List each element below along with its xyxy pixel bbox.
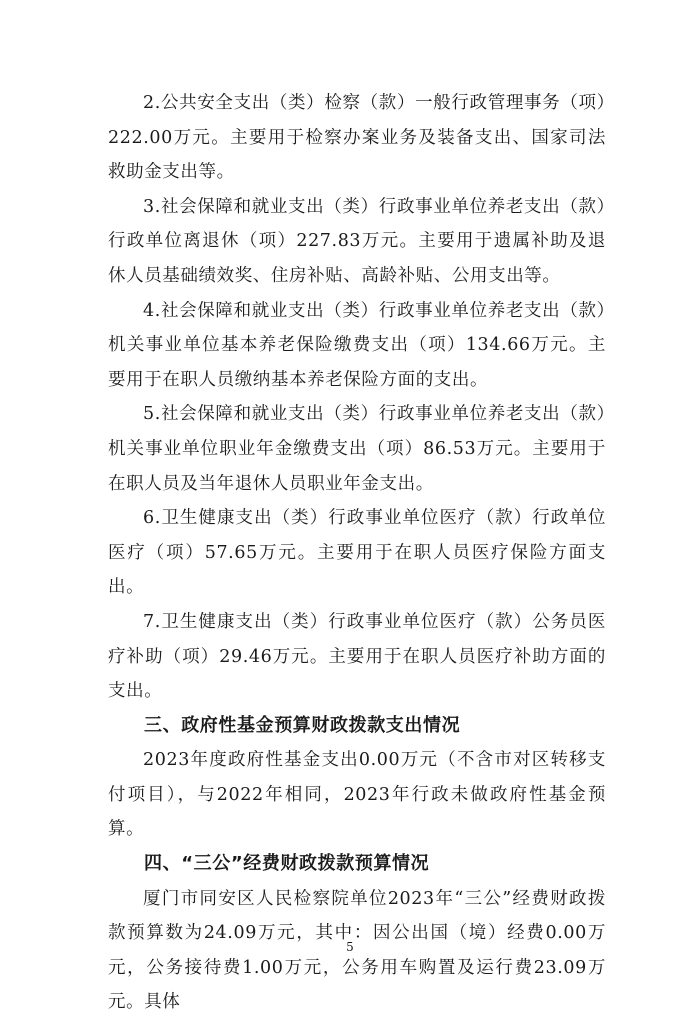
paragraph-item-3: 3.社会保障和就业支出（类）行政事业单位养老支出（款）行政单位离退休（项）227.83万元。主要用于遗属补助及退休人员基础绩效奖、住房补贴、高龄补贴、公用支出等。 — [108, 196, 606, 286]
document-body — [108, 86, 606, 1020]
paragraph-item-4: 4.社会保障和就业支出（类）行政事业单位养老支出（款）机关事业单位基本养老保险缴费支出（项）134.66万元。主要用于在职人员缴纳基本养老保险方面的支出。 — [108, 300, 606, 390]
section-heading-4: 四、“三公”经费财政拨款预算情况 — [144, 853, 430, 875]
paragraph-item-2: 2.公共安全支出（类）检察（款）一般行政管理事务（项）222.00万元。主要用于检察办案业务及装备支出、国家司法救助金支出等。 — [108, 93, 606, 183]
paragraph-item-6: 6.卫生健康支出（类）行政事业单位医疗（款）行政单位医疗（项）57.65万元。主要用于在职人员医疗保险方面支出。 — [108, 508, 606, 598]
paragraph-item-7: 7.卫生健康支出（类）行政事业单位医疗（款）公务员医疗补助（项）29.46万元。主要用于在职人员医疗补助方面的支出。 — [108, 611, 606, 702]
paragraph-three-public: 厦门市同安区人民检察院单位2023年“三公”经费财政拨款预算数为24.09万元，其中：因公出国（境）经费0.00万元，公务接待费1.00万元，公务用车购置及运行费23.09万元。具体 — [108, 888, 606, 1013]
paragraph-item-5: 5.社会保障和就业支出（类）行政事业单位养老支出（款）机关事业单位职业年金缴费支出（项）86.53万元。主要用于在职人员及当年退休人员职业年金支出。 — [108, 404, 606, 494]
section-heading-3: 三、政府性基金预算财政拨款支出情况 — [144, 714, 461, 736]
page-number: 5 — [346, 940, 354, 954]
paragraph-fund-budget: 2023年度政府性基金支出0.00万元（不含市对区转移支付项目），与2022年相同，2023年行政未做政府性基金预算。 — [108, 750, 606, 840]
